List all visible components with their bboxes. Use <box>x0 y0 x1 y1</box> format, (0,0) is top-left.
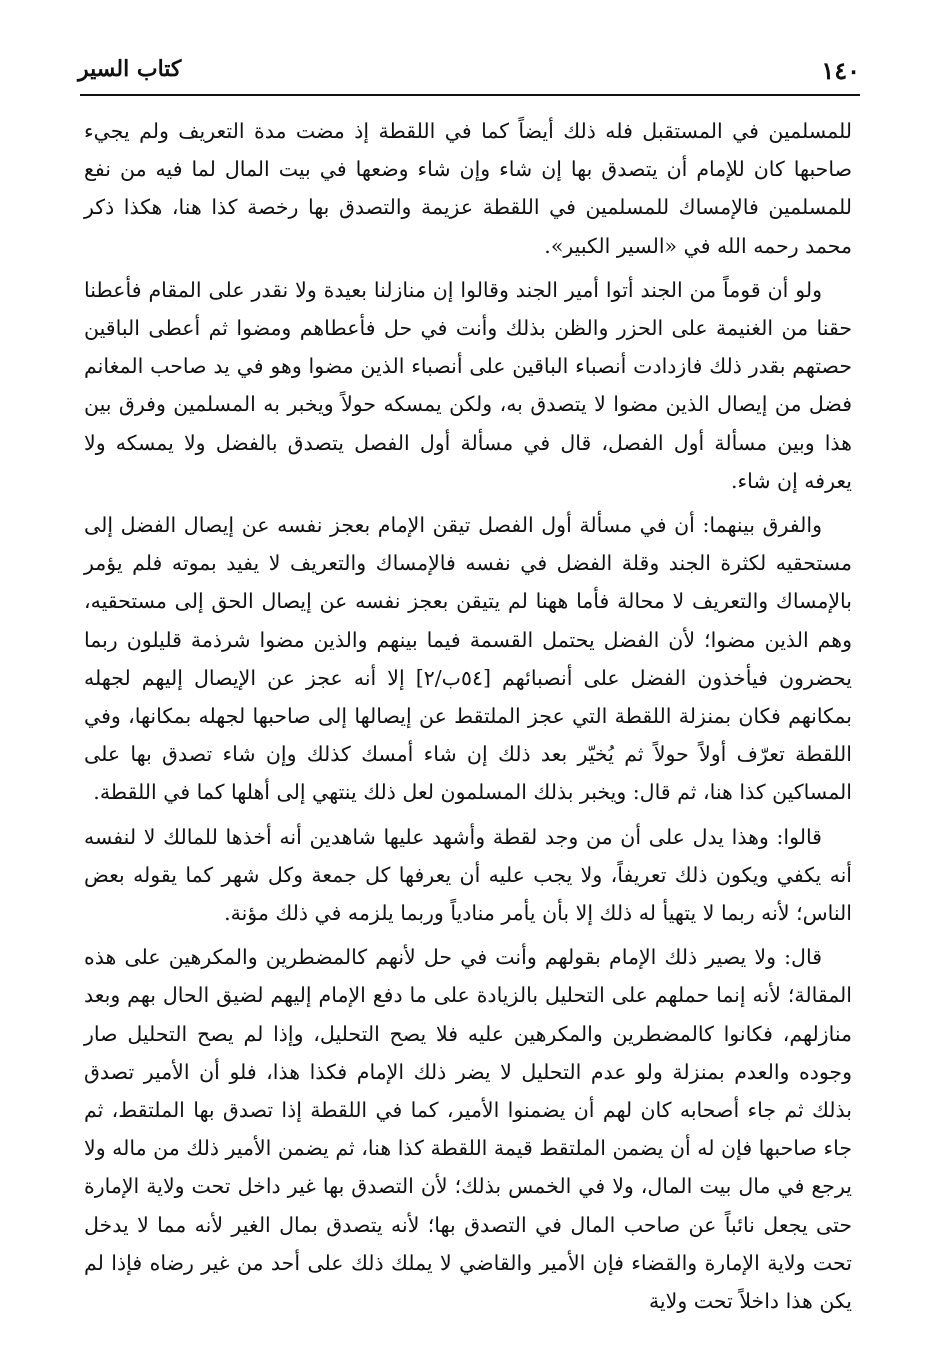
header-rule <box>80 94 860 96</box>
paragraph-1: للمسلمين في المستقبل فله ذلك أيضاً كما في اللقطة إذ مضت مدة التعريف ولم يجيء صاحبها كان للإمام أن يتصدق بها إن شاء وإن شاء وضعها في بيت المال لما فيه من نفع للمسلمين فالإمساك للمسلمين في اللقطة عزيمة والتصدق بها رخصة كذا هنا، هكذا ذكر محمد رحمه الله في «السير الكبير». <box>84 119 852 258</box>
running-head <box>78 52 860 94</box>
page-number: ١٤٠ <box>821 56 860 85</box>
book-title: كتاب السير <box>78 56 182 82</box>
paragraph-2: ولو أن قوماً من الجند أتوا أمير الجند وقالوا إن منازلنا بعيدة ولا نقدر على المقام فأعطنا حقنا من الغنيمة على الحزر والظن بذلك وأنت في حل فأعطاهم ومضوا ثم أعطى الباقين حصتهم بقدر ذلك فازدادت أنصباء الباقين على أنصباء الذين مضوا وهو في يد صاحب المغانم فضل من إيصال الذين مضوا لا يتصدق به، ولكن يمسكه حولاً ويخبر به المسلمين وفرق بين هذا وبين مسألة أول الفصل، قال في مسألة أول الفصل يتصدق بالفضل ولا يمسكه ولا يعرفه إن شاء. <box>84 277 852 493</box>
paragraph-3: والفرق بينهما: أن في مسألة أول الفصل تيقن الإمام بعجز نفسه عن إيصال الفضل إلى مستحقيه لكثرة الجند وقلة الفضل في نفسه فالإمساك والتعريف لا يفيد بموته فلم يؤمر بالإمساك والتعريف لا محالة فأما ههنا لم يتيقن بعجز نفسه عن إيصال الحق إلى مستحقيه، وهم الذين مضوا؛ لأن الفضل يحتمل القسمة فيما بينهم والذين مضوا شرذمة قليلون ربما يحضرون فيأخذون الفضل على أنصبائهم [٥٤ب/٢] إلا أنه عجز عن الإيصال إليهم لجهله بمكانهم فكان بمنزلة اللقطة التي عجز الملتقط عن إيصالها إلى صاحبها لجهله بمكانها، وفي اللقطة تعرّف أولاً حولاً ثم يُخيّر بعد ذلك إن شاء أمسك كذلك وإن شاء تصدق بها على المساكين كذا هنا، ثم قال: ويخبر بذلك المسلمون لعل ذلك ينتهي إلى أهلها كما في اللقطة. <box>84 513 852 805</box>
paragraph-5: قال: ولا يصير ذلك الإمام بقولهم وأنت في حل لأنهم كالمضطرين والمكرهين على هذه المقالة؛ لأنه إنما حملهم على التحليل بالزيادة على ما دفع الإمام إليهم لضيق الحال بهم وبعد منازلهم، فكانوا كالمضطرين والمكرهين عليه فلا يصح التحليل، وإذا لم يصح التحليل صار وجوده والعدم بمنزلة ولو عدم التحليل لا يضر ذلك الإمام فكذا هذا، فلو أن الأمير تصدق بذلك ثم جاء أصحابه كان لهم أن يضمنوا الأمير، كما في اللقطة إذا تصدق بها الملتقط، ثم جاء صاحبها فإن له أن يضمن الملتقط قيمة اللقطة كذا هنا، ثم يضمن الأمير ذلك من ماله ولا يرجع في مال بيت المال، ولا في الخمس بذلك؛ لأن التصدق بها غير داخل تحت ولاية الإمارة حتى يجعل نائباً عن صاحب المال في التصدق بها؛ لأنه يتصدق بمال الغير لأنه مما لا يدخل تحت ولاية الإمارة والقضاء فإن الأمير والقاضي لا يملك ذلك على أحد من غير رضاه فإذا لم يكن هذا داخلاً تحت ولاية <box>84 945 852 1314</box>
paragraph-4: قالوا: وهذا يدل على أن من وجد لقطة وأشهد عليها شاهدين أنه أخذها للمالك لا لنفسه أنه يكفي ويكون ذلك تعريفاً، ولا يجب عليه أن يعرفها كل جمعة وكل شهر كما يقوله بعض الناس؛ لأنه ربما لا يتهيأ له ذلك إلا بأن يأمر منادياً وربما يلزمه في ذلك مؤنة. <box>84 824 852 926</box>
body-text <box>84 112 852 1320</box>
